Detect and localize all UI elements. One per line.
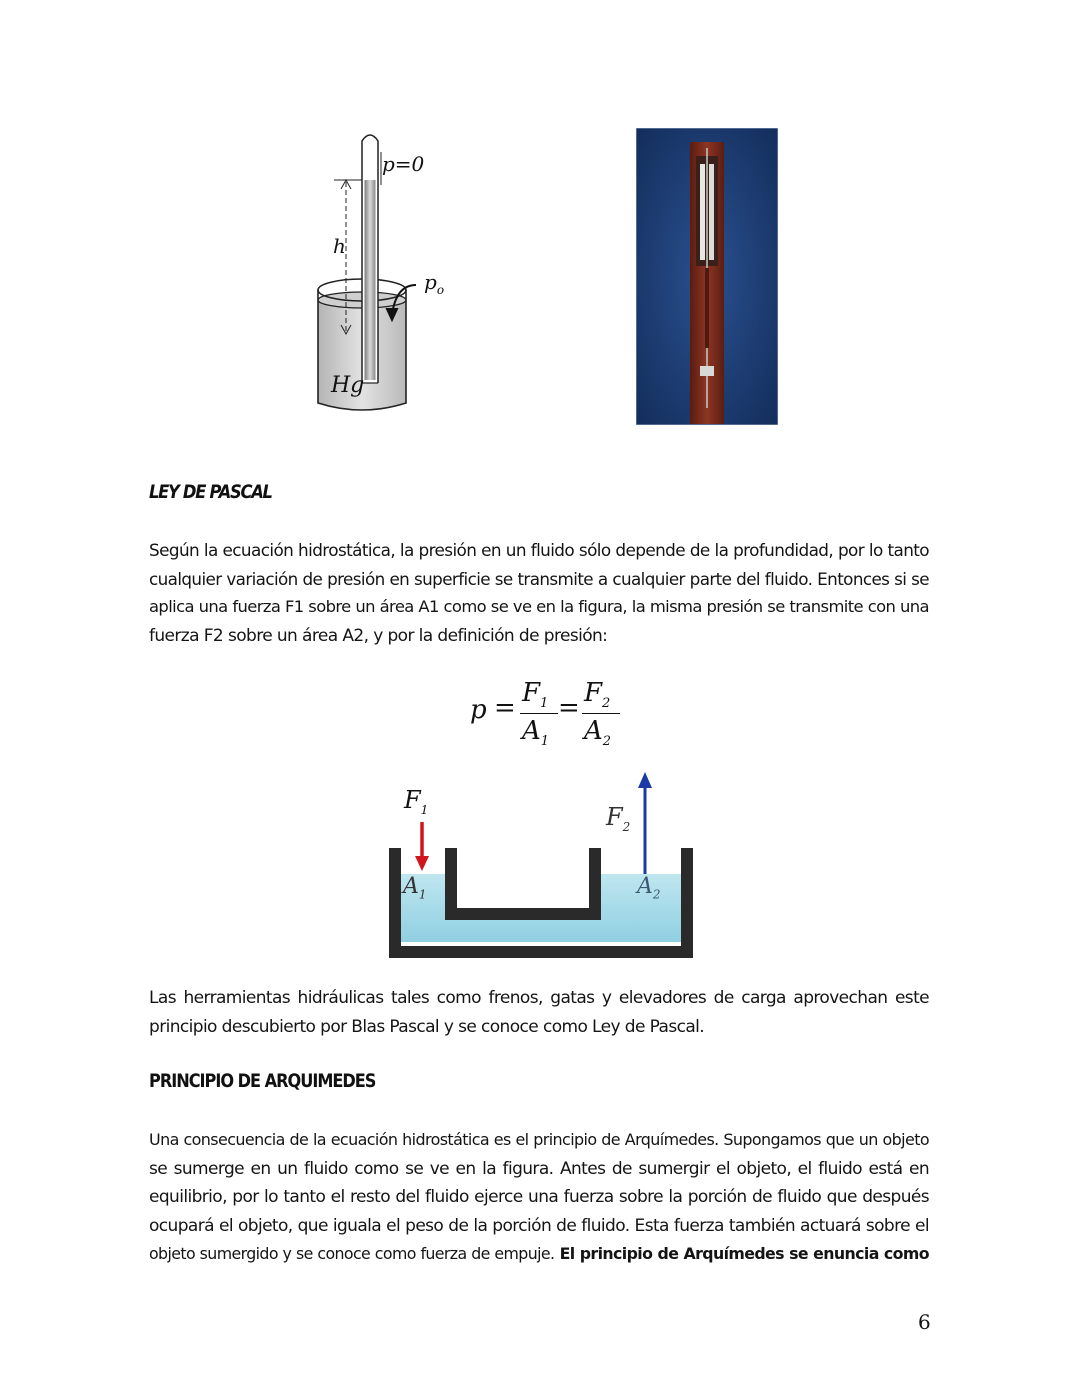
- text-line: Una consecuencia de la ecuación hidrostática es el principio de Arquímedes. Supongamos que un objeto: [149, 1130, 929, 1149]
- label-h: h: [333, 234, 346, 258]
- text-line: aplica una fuerza F1 sobre un área A1 como se ve en la figura, la misma presión se transmite con una: [149, 597, 929, 616]
- arquimedes-heading: PRINCIPIO DE ARQUIMEDES: [149, 1070, 376, 1092]
- pascal-heading: LEY DE PASCAL: [149, 481, 272, 503]
- barometer-photo: [636, 128, 778, 425]
- text-line: fuerza F2 sobre un área A2, y por la definición de presión:: [149, 625, 608, 646]
- label-a1: $A_1$: [403, 874, 427, 902]
- label-p-atm: $p_o$: [424, 270, 445, 297]
- label-f2: $F_2$: [606, 803, 631, 834]
- pascal-paragraph: [149, 536, 929, 650]
- hydraulic-press-diagram: [385, 770, 697, 960]
- text-line: objeto sumergido y se conoce como fuerza de empuje. El principio de Arquímedes se enuncia como: [149, 1244, 929, 1263]
- text-line: principio descubierto por Blas Pascal y se conoce como Ley de Pascal.: [149, 1016, 705, 1037]
- label-hg: Hg: [331, 373, 365, 398]
- text-line: equilibrio, por lo tanto el resto del fluido ejerce una fuerza sobre la porción de fluido que después: [149, 1187, 929, 1207]
- arquimedes-paragraph: [149, 1126, 929, 1269]
- text-line: cualquier variación de presión en superficie se transmite a cualquier parte del fluido. Entonces si se: [149, 568, 929, 589]
- text-line: se sumerge en un fluido como se ve en la figura. Antes de sumergir el objeto, el fluido está en: [149, 1158, 929, 1179]
- pascal-closing-paragraph: [149, 984, 929, 1041]
- page-number: 6: [918, 1310, 931, 1334]
- text-line: Según la ecuación hidrostática, la presión en un fluido sólo depende de la profundidad, por lo tanto: [149, 540, 929, 560]
- label-p-zero: p=0: [382, 152, 425, 176]
- text-line: ocupará el objeto, que iguala el peso de la porción de fluido. Esta fuerza también actuará sobre el: [149, 1215, 929, 1236]
- label-f1: $F_1$: [404, 786, 429, 817]
- text-line: Las herramientas hidráulicas tales como frenos, gatas y elevadores de carga aprovechan este: [149, 988, 929, 1008]
- pascal-equation: p = $F_1$ $A_1$ = $F_2$ $A_2$: [470, 678, 630, 750]
- label-a2: $A_2$: [637, 874, 661, 902]
